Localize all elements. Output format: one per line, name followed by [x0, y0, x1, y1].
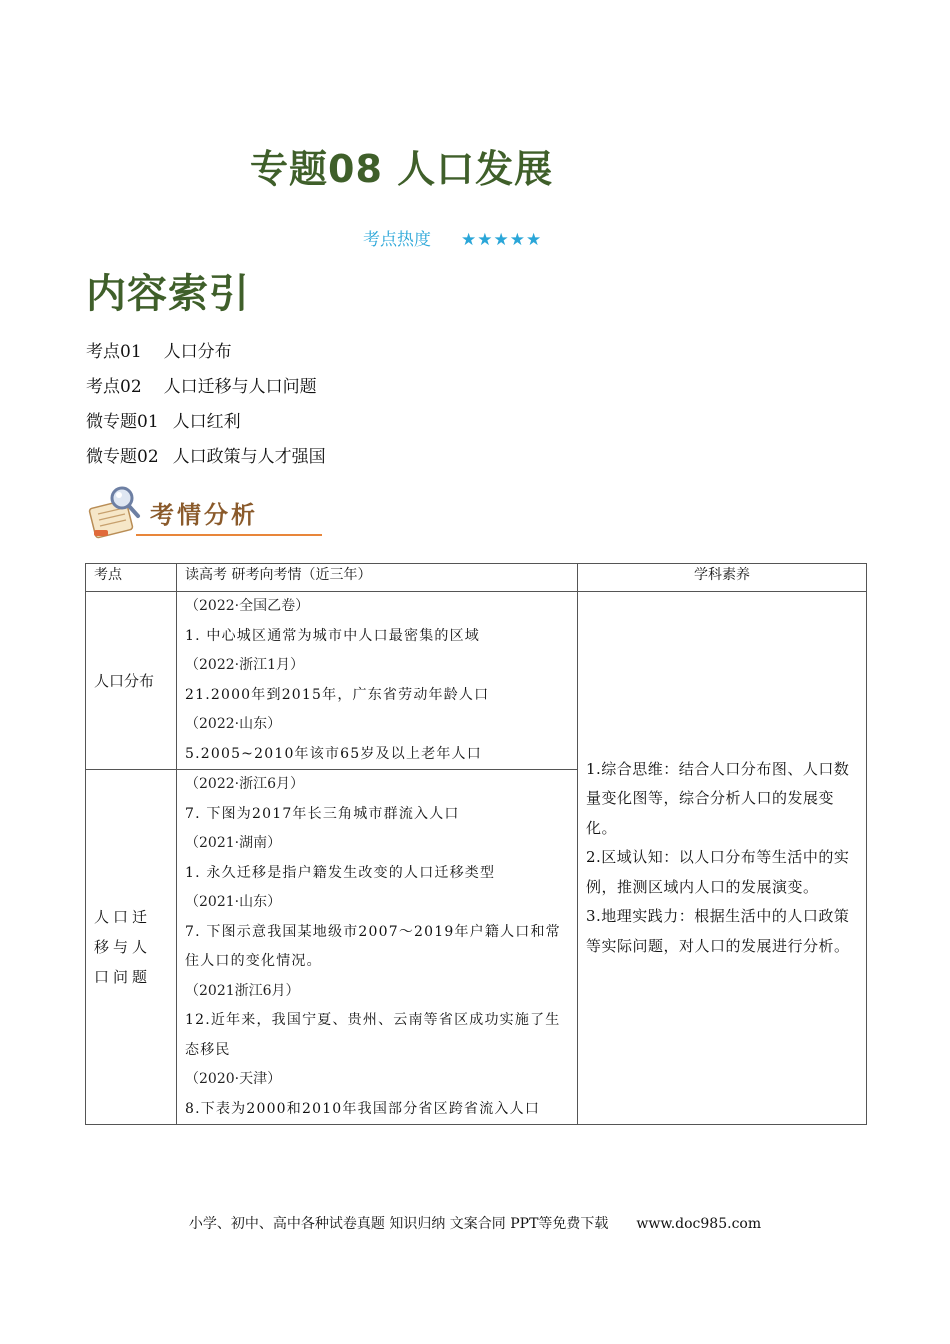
exam-question: 1. 永久迁移是指户籍发生改变的人口迁移类型 — [185, 864, 496, 881]
analysis-table — [85, 563, 867, 1125]
index-item — [86, 445, 326, 480]
index-item-value: 人口分布 — [163, 342, 232, 362]
exam-question: 8.下表为2000和2010年我国部分省区跨省流入人口 — [185, 1100, 541, 1117]
exam-source: （2020·天津） — [185, 1071, 282, 1087]
exam-source: （2021浙江6月） — [185, 982, 300, 999]
index-item-key: 考点01 — [86, 342, 142, 362]
exam-question: 12.近年来，我国宁夏、贵州、云南等省区成功实施了生态移民 — [185, 1012, 561, 1058]
exam-items-cell — [177, 592, 578, 770]
heat-stars: ★★★★★ — [461, 230, 543, 250]
index-item — [86, 340, 326, 375]
exam-question: 1. 中心城区通常为城市中人口最密集的区域 — [185, 627, 481, 644]
exam-source: （2022·山东） — [185, 716, 282, 732]
heat-label: 考点热度 — [363, 230, 431, 250]
header-exam: 读高考 研考向考情（近三年） — [177, 564, 578, 592]
exam-question: 5.2005~2010年该市65岁及以上老年人口 — [185, 745, 482, 762]
footer-text: 小学、初中、高中各种试卷真题 知识归纳 文案合同 PPT等免费下载 — [188, 1216, 609, 1232]
footer-url[interactable]: www.doc985.com — [636, 1216, 762, 1232]
literacy-item: 3.地理实践力：根据生活中的人口政策等实际问题，对人口的发展进行分析。 — [586, 907, 850, 955]
index-item-value: 人口迁移与人口问题 — [163, 377, 317, 397]
index-item-key: 微专题01 — [86, 412, 159, 432]
topic-cell: 人口分布 — [86, 592, 177, 770]
exam-question: 7. 下图示意我国某地级市2007～2019年户籍人口和常住人口的变化情况。 — [185, 923, 561, 969]
heat-rating — [363, 225, 542, 250]
topic-cell: 人口迁移与人口问题 — [86, 770, 177, 1125]
index-item — [86, 410, 326, 445]
index-item-value: 人口红利 — [172, 412, 241, 432]
index-title: 内容索引 — [86, 271, 250, 317]
literacy-item: 1.综合思维：结合人口分布图、人口数量变化图等，综合分析人口的发展变化。 — [586, 759, 850, 837]
exam-question: 21.2000年到2015年，广东省劳动年龄人口 — [185, 686, 490, 703]
page-title: 专题08 人口发展 — [250, 147, 554, 191]
table-row — [86, 592, 867, 770]
footer — [0, 1213, 950, 1233]
index-item — [86, 375, 326, 410]
exam-question: 7. 下图为2017年长三角城市群流入人口 — [185, 805, 460, 822]
header-literacy: 学科素养 — [578, 564, 867, 592]
index-item-key: 微专题02 — [86, 447, 159, 467]
banner-underline — [136, 534, 322, 536]
header-topic: 考点 — [86, 564, 177, 592]
exam-source: （2022·全国乙卷） — [185, 598, 310, 614]
exam-source: （2021·湖南） — [185, 835, 282, 851]
literacy-cell — [578, 592, 867, 1125]
exam-source: （2022·浙江6月） — [185, 776, 304, 792]
analysis-banner — [86, 484, 322, 542]
index-list — [86, 340, 326, 480]
index-item-value: 人口政策与人才强国 — [172, 447, 326, 467]
exam-source: （2021·山东） — [185, 894, 282, 910]
index-item-key: 考点02 — [86, 377, 142, 397]
banner-label: 考情分析 — [150, 501, 258, 529]
exam-source: （2022·浙江1月） — [185, 657, 304, 673]
literacy-item: 2.区域认知：以人口分布等生活中的实例，推测区域内人口的发展演变。 — [586, 848, 850, 896]
exam-items-cell — [177, 770, 578, 1125]
table-header-row — [86, 564, 867, 592]
